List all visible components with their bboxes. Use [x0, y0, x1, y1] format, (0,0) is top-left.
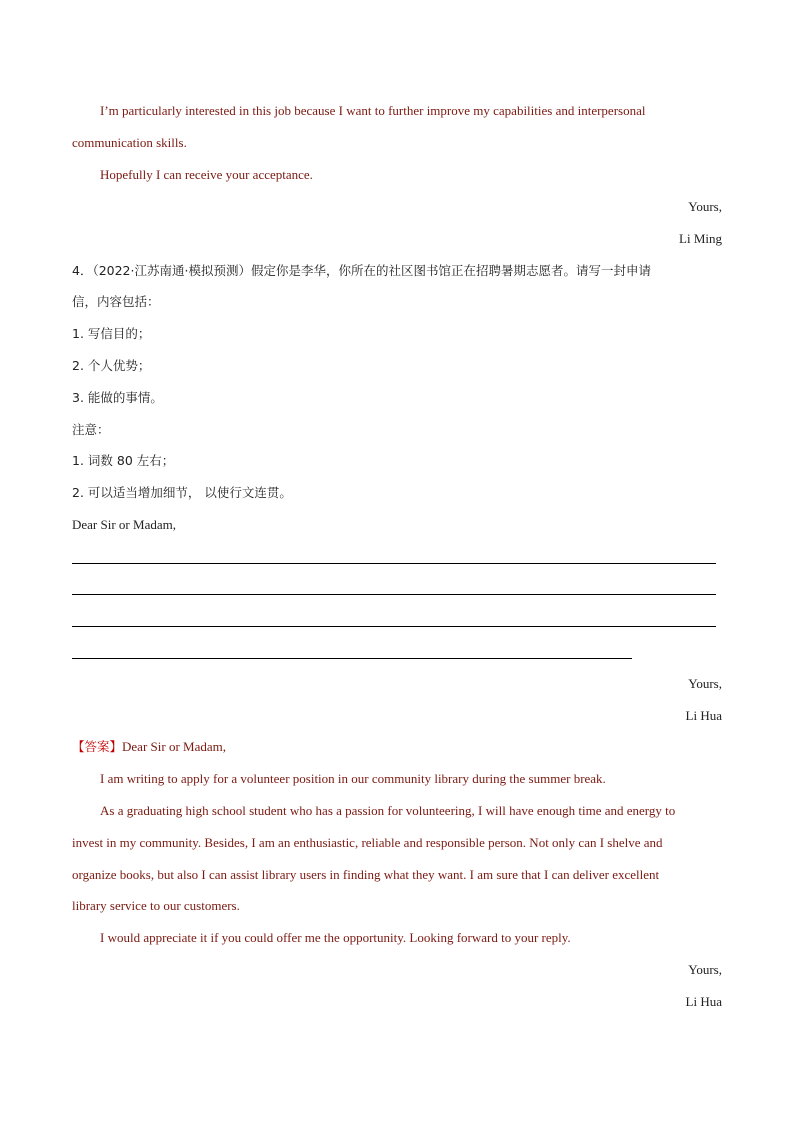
- answer4-greeting: Dear Sir or Madam,: [122, 739, 226, 754]
- question4-line-2: 信，内容包括：: [72, 294, 160, 309]
- question4-note-1: 1. 词数 80 左右；: [72, 453, 175, 468]
- writing-line: [72, 594, 716, 595]
- answer4-paragraph-3: I would appreciate it if you could offer me the opportunity. Looking forward to your reply.: [100, 930, 571, 945]
- answer4-closing: Yours,: [688, 962, 722, 977]
- answer3-paragraph-1: I’m particularly interested in this job because I want to further improve my capabilities and interpersonal: [100, 103, 646, 118]
- answer3-paragraph-2: Hopefully I can receive your acceptance.: [100, 167, 313, 182]
- question4-item-2: 2. 个人优势；: [72, 358, 151, 373]
- answer4-paragraph-2-line-1: As a graduating high school student who has a passion for volunteering, I will have enough time and energy to: [100, 803, 676, 818]
- writing-line: [72, 626, 716, 627]
- question4-item-1: 1. 写信目的；: [72, 326, 151, 341]
- answer4-signature: Li Hua: [685, 994, 722, 1009]
- writing-line: [72, 563, 716, 564]
- answer3-closing: Yours,: [688, 199, 722, 214]
- question4-line-1: 4．（2022·江苏南通·模拟预测）假定你是李华，你所在的社区图书馆正在招聘暑期志愿者。请写一封申请: [72, 263, 651, 278]
- question4-note-2: 2. 可以适当增加细节， 以使行文连贯。: [72, 485, 292, 500]
- answer4-paragraph-2-line-3: organize books, but also I can assist library users in finding what they want. I am sure that I can deliver excellent: [72, 867, 660, 882]
- answer4-greeting-line: [72, 739, 722, 755]
- question4-closing: Yours,: [688, 676, 722, 691]
- question4-greeting: Dear Sir or Madam,: [72, 517, 176, 532]
- question4-signature: Li Hua: [685, 708, 722, 723]
- question4-notes-label: 注意：: [72, 422, 110, 437]
- answer-tag: 【答案】: [72, 739, 123, 754]
- writing-line: [72, 658, 632, 659]
- answer4-paragraph-2-line-4: library service to our customers.: [72, 898, 240, 913]
- answer3-paragraph-1-cont: communication skills.: [72, 135, 187, 150]
- answer3-signature: Li Ming: [679, 231, 722, 246]
- answer4-paragraph-2-line-2: invest in my community. Besides, I am an enthusiastic, reliable and responsible person. Not only can I shelve and: [72, 835, 663, 850]
- question4-item-3: 3. 能做的事情。: [72, 390, 163, 405]
- answer4-paragraph-1: I am writing to apply for a volunteer position in our community library during the summer break.: [100, 771, 606, 786]
